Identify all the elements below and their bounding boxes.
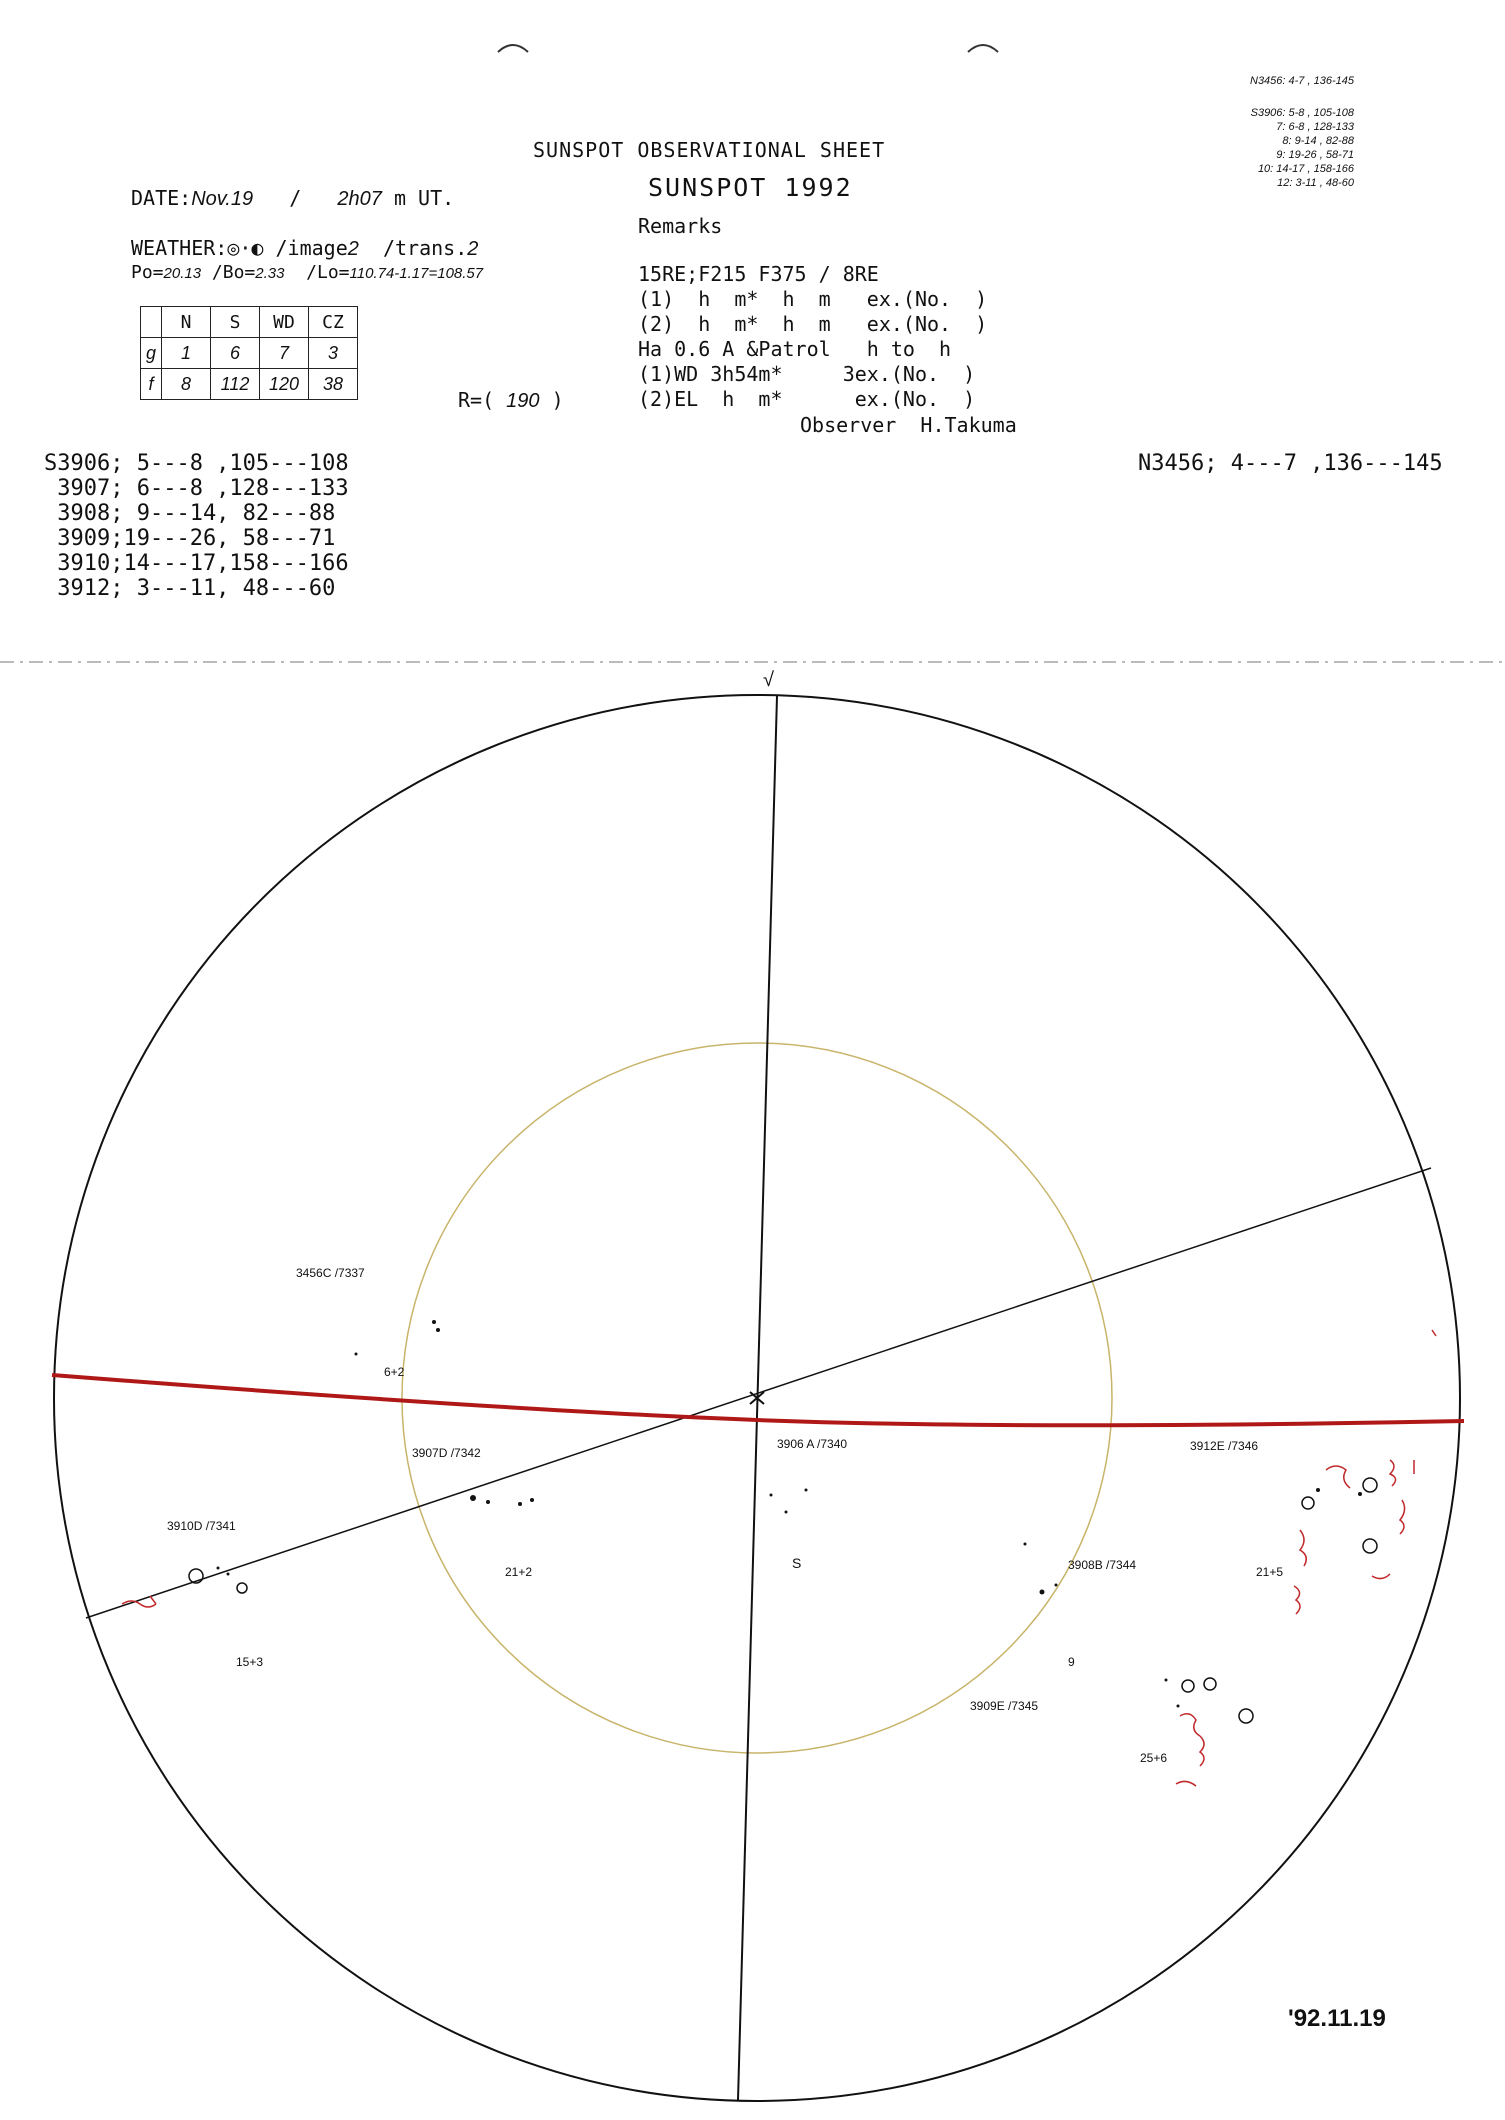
facula-mark	[150, 1596, 156, 1604]
remarks-line: (2)EL h m* ex.(No. )	[638, 387, 976, 411]
counts-header-n: N	[162, 307, 211, 338]
page-title: SUNSPOT 1992	[648, 173, 853, 202]
group-label-3908b: 3908B /7344	[1068, 1558, 1137, 1572]
region-line: 3907; 6---8 ,128---133	[44, 476, 349, 501]
facula-mark	[1326, 1466, 1350, 1488]
region-line: 3909;19---26, 58---71	[44, 526, 336, 551]
facula-mark	[1180, 1714, 1200, 1736]
group-label-3912e: 3912E /7346	[1190, 1439, 1259, 1453]
region-line: N3456; 4---7 ,136---145	[1138, 451, 1443, 476]
po-value: 20.13	[163, 265, 202, 282]
remarks-line: 15RE;F215 F375 / 8RE	[638, 262, 879, 286]
facula-mark	[1372, 1574, 1390, 1579]
r-label: R=(	[458, 388, 495, 412]
sunspot-dot	[530, 1498, 534, 1502]
binder-hole-mark	[498, 45, 528, 52]
po-label: Po=	[131, 262, 164, 283]
sunspot-dot	[436, 1328, 440, 1332]
group-count-3908b: 9	[1068, 1655, 1075, 1669]
group-count-3910d: 15+3	[236, 1655, 264, 1669]
facula-mark	[1400, 1500, 1405, 1534]
time-value: 2h07	[337, 188, 382, 210]
sunspot-penumbra	[1363, 1539, 1377, 1553]
bo-label: /Bo=	[211, 262, 256, 283]
group-label-3456c: 3456C /7337	[296, 1266, 365, 1280]
group-count-3909e: 25+6	[1140, 1751, 1168, 1765]
sunspot-dot	[1024, 1543, 1027, 1546]
facula-mark	[1176, 1781, 1196, 1786]
remarks-line: Ha 0.6 A &Patrol h to h	[638, 337, 952, 361]
sunspot-dot	[1055, 1584, 1058, 1587]
corner-note: 9: 19-26 , 58-71	[1276, 149, 1354, 161]
sunspot-dot	[518, 1502, 522, 1506]
sunspot-dot	[432, 1320, 436, 1324]
trans-value: 2	[467, 238, 479, 260]
bo-value: 2.33	[255, 265, 285, 282]
region-line: S3906; 5---8 ,105---108	[44, 451, 349, 476]
facula-mark	[1200, 1736, 1204, 1766]
counts-row-label: g	[141, 338, 162, 369]
counts-row-label: f	[141, 369, 162, 400]
sunspot-dot	[355, 1353, 358, 1356]
sunspot-dot	[1316, 1488, 1320, 1492]
corner-note: 10: 14-17 , 158-166	[1257, 163, 1354, 175]
sunspot-dot	[785, 1511, 788, 1514]
counts-cell: 112	[211, 369, 260, 400]
remarks-line: (1) h m* h m ex.(No. )	[638, 287, 988, 311]
weather-label: WEATHER:	[131, 236, 228, 260]
group-count-3912e: 21+5	[1256, 1565, 1284, 1579]
image-value: 2	[347, 238, 359, 260]
remarks-title: Remarks	[638, 214, 723, 238]
date-label: DATE:	[131, 186, 192, 210]
sunspot-dot	[770, 1494, 773, 1497]
region-line: 3910;14---17,158---166	[44, 551, 349, 576]
counts-header-s: S	[211, 307, 260, 338]
binder-hole-mark	[968, 45, 998, 52]
sunspot-dot	[1177, 1705, 1180, 1708]
sunspot-penumbra	[1363, 1478, 1377, 1492]
lo-label: /Lo=	[306, 262, 350, 283]
region-line: 3912; 3---11, 48---60	[44, 576, 336, 601]
time-unit: m UT.	[393, 186, 455, 210]
region-line: 3908; 9---14, 82---88	[44, 501, 336, 526]
facula-mark	[1390, 1460, 1396, 1486]
sunspot-penumbra	[1182, 1680, 1194, 1692]
lo-value: 110.74-1.17=108.57	[349, 265, 484, 282]
image-label: /image	[275, 236, 348, 260]
counts-cell: 6	[211, 338, 260, 369]
counts-cell: 8	[162, 369, 211, 400]
sunspot-penumbra	[1302, 1497, 1314, 1509]
counts-cell: 3	[309, 338, 358, 369]
counts-cell: 38	[309, 369, 358, 400]
sunspot-penumbra	[237, 1583, 247, 1593]
r-value: 190	[506, 390, 540, 412]
sunspot-dot	[1165, 1679, 1168, 1682]
time-separator: /	[289, 186, 302, 210]
group-label-3910d: 3910D /7341	[167, 1519, 236, 1533]
sunspot-dot	[227, 1573, 230, 1576]
corner-note: S3906: 5-8 , 105-108	[1250, 107, 1354, 119]
counts-cell: 1	[162, 338, 211, 369]
counts-cell: 120	[260, 369, 309, 400]
corner-note: 12: 3-11 , 48-60	[1277, 177, 1354, 189]
facula-mark	[1432, 1330, 1436, 1336]
date-stamp: '92.11.19	[1288, 2005, 1386, 2032]
weather-value: ◎·◐	[227, 236, 264, 260]
group-label-3906a: 3906 A /7340	[777, 1437, 848, 1451]
sunspot-dot	[805, 1489, 808, 1492]
observer: Observer H.Takuma	[800, 413, 1017, 437]
sunspot-dots	[189, 1320, 1377, 1723]
sunspot-dot	[217, 1567, 220, 1570]
corner-note: N3456: 4-7 , 136-145	[1250, 75, 1354, 87]
sunspot-dot	[1358, 1492, 1362, 1496]
group-label-3907d: 3907D /7342	[412, 1446, 481, 1460]
sunspot-dot	[1040, 1590, 1045, 1595]
facula-mark	[1300, 1530, 1306, 1566]
counts-header-cz: CZ	[309, 307, 358, 338]
sunspot-penumbra	[1204, 1678, 1216, 1690]
remarks-line: (1)WD 3h54m* 3ex.(No. )	[638, 362, 976, 386]
date-value: Nov.19	[191, 188, 254, 210]
remarks-line: (2) h m* h m ex.(No. )	[638, 312, 988, 336]
group-count-3456c: 6+2	[384, 1365, 405, 1379]
corner-note: 8: 9-14 , 82-88	[1282, 135, 1354, 147]
sheet-title: SUNSPOT OBSERVATIONAL SHEET	[533, 138, 886, 162]
facula-mark	[1294, 1586, 1300, 1614]
group-label-3909e: 3909E /7345	[970, 1699, 1039, 1713]
corner-note: 7: 6-8 , 128-133	[1276, 121, 1354, 133]
counts-header-wd: WD	[260, 307, 309, 338]
sunspot-dot	[470, 1495, 476, 1501]
north-mark: √	[763, 669, 774, 691]
sunspot-dot	[486, 1500, 490, 1504]
counts-cell: 7	[260, 338, 309, 369]
trans-label: /trans.	[382, 236, 468, 260]
sunspot-penumbra	[1239, 1709, 1253, 1723]
r-close: )	[551, 388, 564, 412]
group-count-3907d: 21+2	[505, 1565, 533, 1579]
south-label: S	[792, 1555, 802, 1571]
